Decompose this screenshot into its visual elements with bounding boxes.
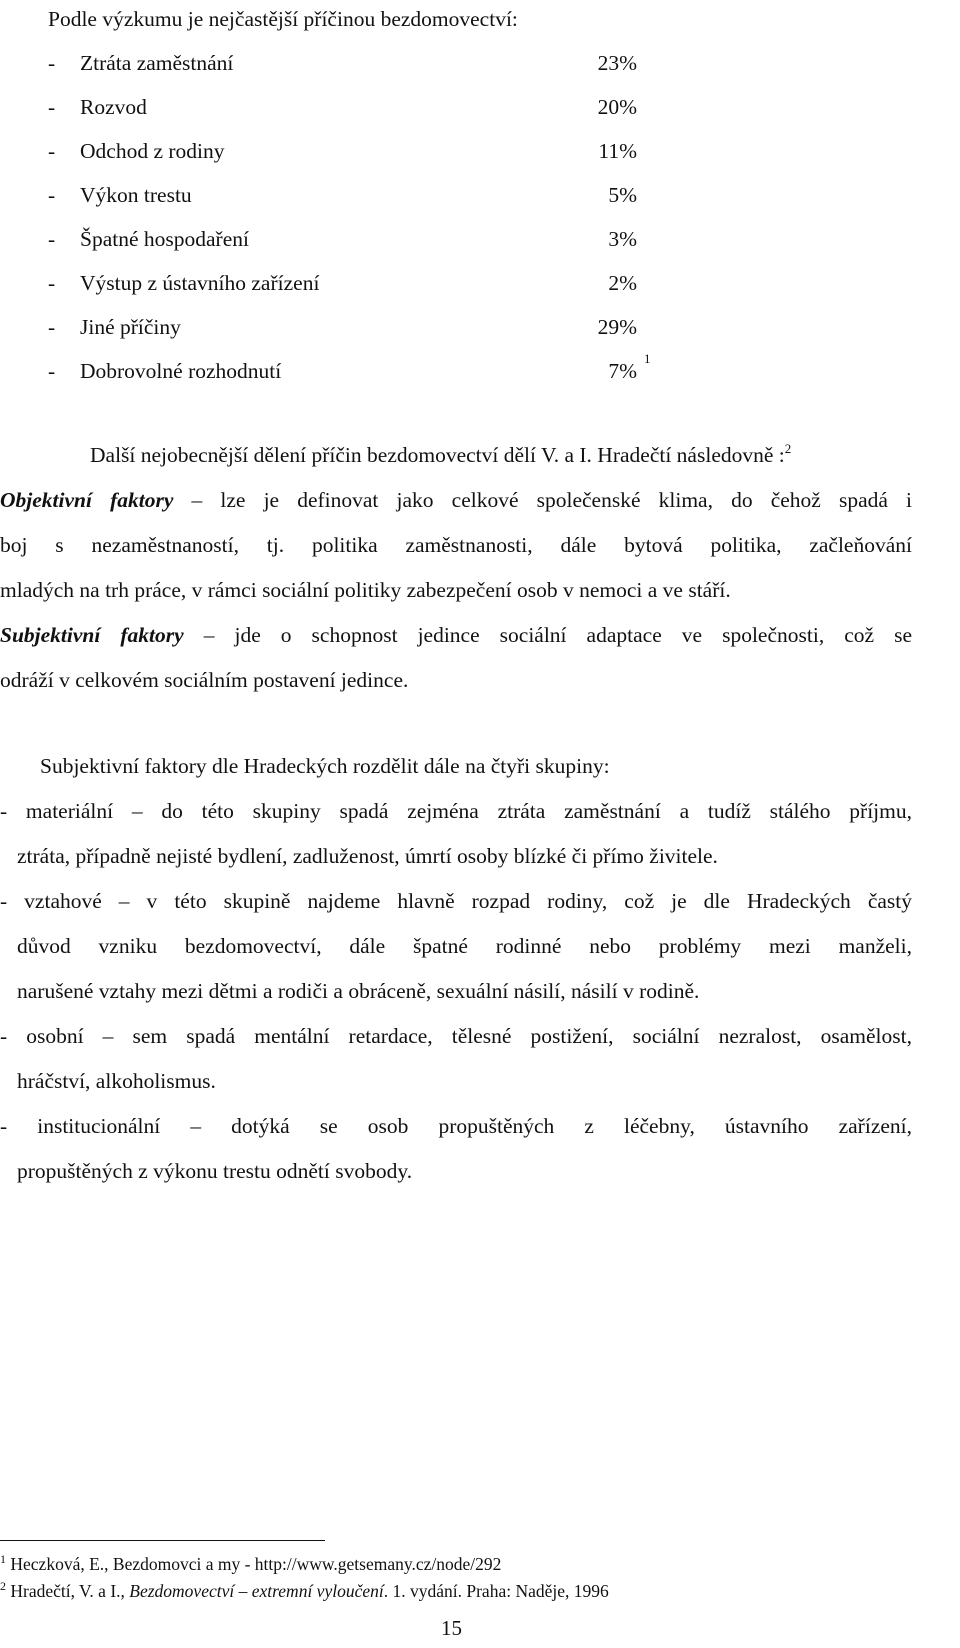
cause-label: Ztráta zaměstnání <box>80 51 234 75</box>
list-dash: - <box>48 227 56 251</box>
list-item <box>0 185 700 209</box>
paragraph-text: Další nejobecnější dělení příčin bezdomovectví dělí V. a I. Hradečtí následovně : <box>90 443 785 467</box>
paragraph-line: boj s nezaměstnaností, tj. politika zaměstnanosti, dále bytová politika, začleňování <box>0 533 912 557</box>
list-item <box>0 229 700 253</box>
group-line: hráčství, alkoholismus. <box>17 1069 216 1093</box>
footnote-divider <box>0 1540 325 1541</box>
footnote-text: Hradečtí, V. a I., <box>10 1581 130 1601</box>
paragraph-line: mladých na trh práce, v rámci sociální politiky zabezpečení osob v nemoci a ve stáří. <box>0 578 731 602</box>
group-line: propuštěných z výkonu trestu odnětí svobody. <box>17 1159 413 1183</box>
cause-percent: 2% <box>608 271 637 295</box>
paragraph-text: – jde o schopnost jedince sociální adaptace ve společnosti, což se <box>203 623 912 647</box>
intro-text: Podle výzkumu je nejčastější příčinou bezdomovectví: <box>48 7 518 31</box>
term-objective-factors: Objektivní faktory <box>0 488 174 512</box>
cause-label: Rozvod <box>80 95 147 119</box>
list-item <box>0 141 700 165</box>
cause-percent-value: 7% <box>608 359 637 383</box>
cause-percent: 23% <box>597 51 637 75</box>
footnote-title: Bezdomovectví – extremní vyloučení <box>129 1581 384 1601</box>
cause-label: Odchod z rodiny <box>80 139 225 163</box>
list-item <box>0 351 700 385</box>
cause-percent: 3% <box>608 227 637 251</box>
paragraph-line: odráží v celkovém sociálním postavení jedince. <box>0 668 409 692</box>
group-line: důvod vzniku bezdomovectví, dále špatné rodinné nebo problémy mezi manželi, <box>17 934 912 958</box>
cause-label: Výstup z ústavního zařízení <box>80 271 320 295</box>
list-item <box>0 53 700 77</box>
cause-percent: 20% <box>597 95 637 119</box>
footnote-number: 2 <box>0 1579 6 1593</box>
group-line: ztráta, případně nejisté bydlení, zadluženost, úmrtí osoby blízké či přímo živitele. <box>17 844 718 868</box>
footnote-ref: 1 <box>644 351 651 366</box>
cause-percent: 11% <box>598 139 637 163</box>
list-dash: - <box>48 183 56 207</box>
cause-label: Výkon trestu <box>80 183 192 207</box>
cause-percent <box>560 361 637 383</box>
footnote-1 <box>0 1552 502 1574</box>
page-number: 15 <box>441 1616 462 1640</box>
list-dash: - <box>48 271 56 295</box>
footnote-text: . 1. vydání. Praha: Naděje, 1996 <box>383 1581 609 1601</box>
list-item <box>0 273 700 297</box>
footnote-ref: 2 <box>784 441 792 456</box>
cause-label: Dobrovolné rozhodnutí <box>80 359 282 383</box>
paragraph-line <box>0 490 912 512</box>
group-line: narušené vztahy mezi dětmi a rodiči a obráceně, sexuální násilí, násilí v rodině. <box>17 979 700 1003</box>
group-line: - materiální – do této skupiny spadá zejména ztráta zaměstnání a tudíž stálého příjmu, <box>0 799 912 823</box>
paragraph-line <box>0 625 912 647</box>
cause-label: Špatné hospodaření <box>80 227 249 251</box>
list-dash: - <box>48 95 56 119</box>
cause-percent: 29% <box>597 315 637 339</box>
cause-percent: 5% <box>608 183 637 207</box>
group-line: - osobní – sem spadá mentální retardace, tělesné postižení, sociální nezralost, osamělost, <box>0 1024 912 1048</box>
list-item <box>0 317 700 341</box>
paragraph-text: – lze je definovat jako celkové společenské klima, do čehož spadá i <box>191 488 913 512</box>
list-item <box>0 97 700 121</box>
footnote-2 <box>0 1579 609 1601</box>
group-line: - institucionální – dotýká se osob propuštěných z léčebny, ústavního zařízení, <box>0 1114 912 1138</box>
group-line: - vztahové – v této skupině najdeme hlavně rozpad rodiny, což je dle Hradeckých častý <box>0 889 912 913</box>
list-dash: - <box>48 51 56 75</box>
list-dash: - <box>48 315 56 339</box>
term-subjective-factors: Subjektivní faktory <box>0 623 184 647</box>
footnote-text: Heczková, E., Bezdomovci a my - http://www.getsemany.cz/node/292 <box>10 1554 502 1574</box>
list-dash: - <box>48 139 56 163</box>
footnote-number: 1 <box>0 1552 6 1566</box>
paragraph-line <box>90 441 792 467</box>
cause-label: Jiné příčiny <box>80 315 181 339</box>
list-dash: - <box>48 359 56 383</box>
paragraph-heading: Subjektivní faktory dle Hradeckých rozdělit dále na čtyři skupiny: <box>40 754 610 778</box>
